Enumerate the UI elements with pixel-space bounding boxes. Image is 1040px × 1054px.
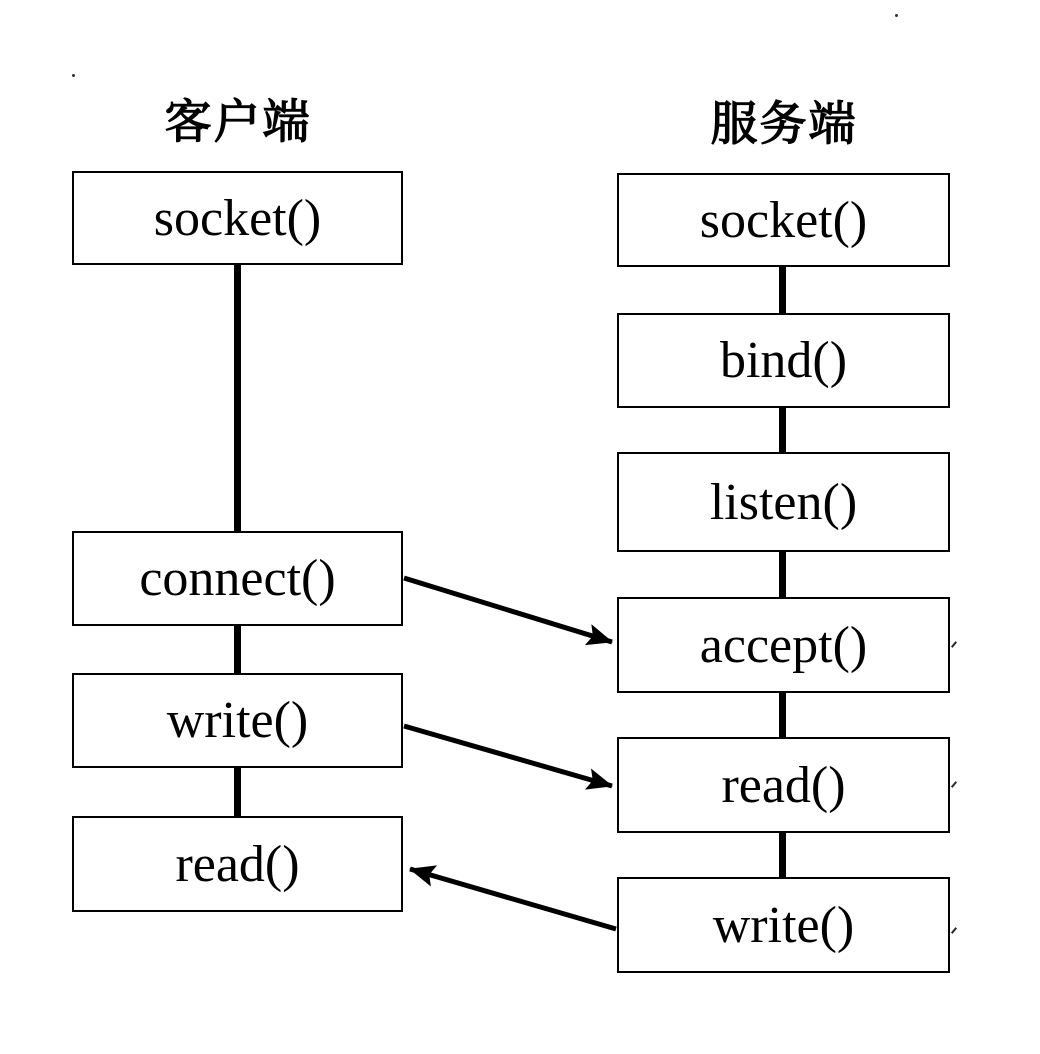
- arrow-connect-to-accept: [404, 578, 612, 642]
- scan-artifact-tick-accept: [951, 641, 957, 648]
- scan-artifact-tick-read: [951, 781, 957, 788]
- arrow-serverwrite-to-clientread: [410, 869, 616, 929]
- server-box-accept-label: accept(): [699, 616, 868, 674]
- server-box-bind: [617, 313, 950, 408]
- server-column-title: 服务端: [710, 96, 858, 150]
- client-column-title: 客户端: [164, 94, 312, 148]
- scan-artifact-tick-write: [951, 927, 957, 934]
- client-box-write: [72, 673, 403, 768]
- server-box-socket: [617, 173, 950, 267]
- arrow-write-to-read: [404, 726, 612, 786]
- client-box-socket-label: socket(): [153, 189, 322, 247]
- server-box-write: [617, 877, 950, 973]
- server-box-read: [617, 737, 950, 833]
- server-connector-accept-read: [779, 692, 786, 738]
- server-box-accept: [617, 597, 950, 693]
- server-connector-socket-bind: [779, 266, 786, 314]
- client-box-read: [72, 816, 403, 912]
- scan-artifact-dot-left: [72, 74, 75, 77]
- client-box-socket: [72, 171, 403, 265]
- server-box-write-label: write(): [712, 896, 855, 954]
- client-box-connect: [72, 531, 403, 626]
- server-box-socket-label: socket(): [699, 191, 868, 249]
- scan-artifact-dot-top: [895, 14, 898, 17]
- server-connector-bind-listen: [779, 407, 786, 453]
- client-box-read-label: read(): [175, 835, 300, 893]
- server-connector-read-write: [779, 832, 786, 878]
- server-box-listen: [617, 452, 950, 552]
- client-connector-socket-connect: [234, 264, 241, 532]
- client-box-write-label: write(): [166, 692, 309, 749]
- client-connector-write-read: [234, 767, 241, 817]
- client-connector-connect-write: [234, 625, 241, 674]
- server-connector-listen-accept: [779, 551, 786, 598]
- server-box-listen-label: listen(): [709, 473, 858, 531]
- server-box-read-label: read(): [721, 756, 846, 814]
- server-box-bind-label: bind(): [719, 332, 848, 389]
- client-box-connect-label: connect(): [139, 550, 336, 607]
